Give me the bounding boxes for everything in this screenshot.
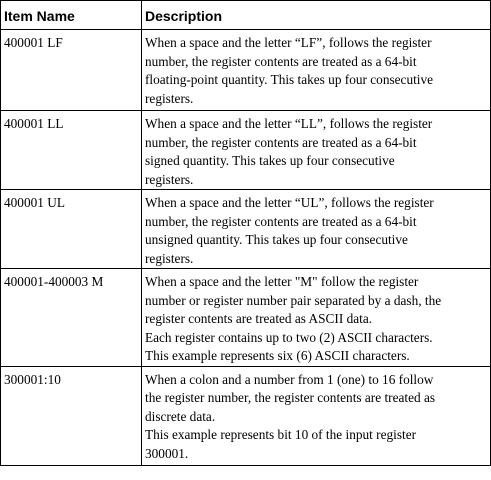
description-line: When a space and the letter “LL”, follows the register: [145, 116, 433, 131]
description-line: This example represents bit 10 of the input register: [145, 427, 417, 442]
item-name-cell: 300001:10: [1, 366, 142, 465]
table-row: [1, 30, 491, 111]
item-name-cell: 400001 LL: [1, 111, 142, 190]
table-row: [1, 366, 491, 465]
description-line: registers.: [145, 90, 194, 106]
description-cell: [142, 269, 491, 367]
description-line: registers.: [145, 171, 194, 187]
description-line: number, the register contents are treated as a 64-bit: [145, 134, 417, 150]
description-cell: [142, 190, 491, 269]
description-line: the register number, the register contents are treated as: [145, 390, 436, 405]
description-line: floating-point quantity. This takes up four consecutive: [145, 72, 434, 87]
header-item-name: Item Name: [1, 1, 142, 30]
description-line: Each register contains up to two (2) ASCII characters.: [145, 329, 433, 345]
description-line: unsigned quantity. This takes up four consecutive: [145, 232, 408, 247]
description-line: number, the register contents are treated as a 64-bit: [145, 53, 417, 69]
description-line: This example represents six (6) ASCII characters.: [145, 348, 410, 363]
table-row: [1, 190, 491, 269]
description-line: When a space and the letter “UL”, follows the register: [145, 195, 434, 210]
description-line: number, the register contents are treated as a 64-bit: [145, 213, 417, 229]
description-line: 300001.: [145, 445, 189, 461]
table-row: [1, 111, 491, 190]
item-name-cell: 400001-400003 M: [1, 269, 142, 367]
table-row: [1, 269, 491, 367]
description-line: register contents are treated as ASCII data.: [145, 311, 373, 326]
description-cell: [142, 366, 491, 465]
description-line: When a space and the letter “LF”, follows the register: [145, 35, 432, 50]
item-name-cell: 400001 LF: [1, 30, 142, 111]
description-line: signed quantity. This takes up four consecutive: [145, 153, 395, 168]
description-line: discrete data.: [145, 408, 216, 424]
description-line: When a colon and a number from 1 (one) to 16 follow: [145, 371, 434, 387]
item-name-cell: 400001 UL: [1, 190, 142, 269]
description-line: When a space and the letter "M" follow the register: [145, 274, 419, 289]
description-line: number or register number pair separated by a dash, the: [145, 292, 442, 308]
description-cell: [142, 30, 491, 111]
header-description: Description: [142, 1, 491, 30]
table-header-row: [1, 1, 491, 30]
description-cell: [142, 111, 491, 190]
description-line: registers.: [145, 250, 194, 266]
